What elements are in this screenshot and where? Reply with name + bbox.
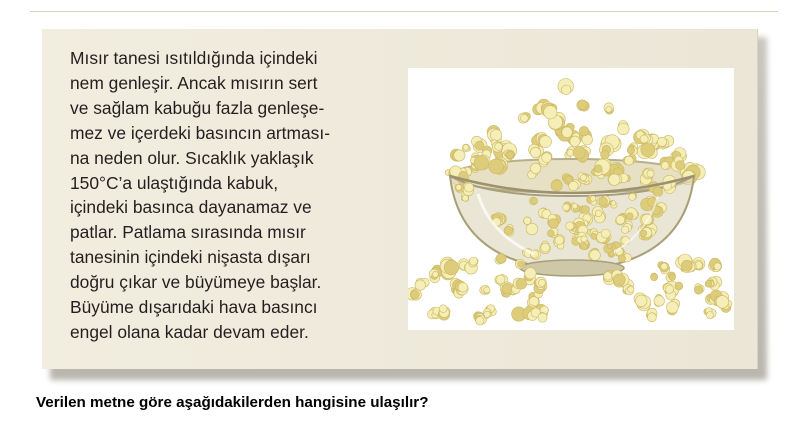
popcorn-kernel <box>646 308 657 322</box>
popcorn-kernel <box>534 277 546 288</box>
popcorn-kernel <box>541 102 557 119</box>
popcorn-kernel <box>627 143 638 156</box>
popcorn-kernel <box>415 278 429 290</box>
passage-line: patlar. Patlama sırasında mısır <box>70 222 306 243</box>
popcorn-kernel <box>676 254 693 271</box>
popcorn-kernel <box>579 126 592 145</box>
passage-line: 150°C’a ulaştığında kabuk, <box>70 172 279 193</box>
popcorn-kernel <box>518 112 530 123</box>
popcorn-kernel <box>474 155 490 170</box>
popcorn-kernel <box>658 262 670 275</box>
passage-line: na neden olur. Sıcaklık yaklaşık <box>70 147 314 168</box>
popcorn-kernel <box>634 293 651 311</box>
popcorn-kernel <box>512 278 527 294</box>
popcorn-kernel <box>529 197 537 205</box>
passage-line: engel olana kadar devam eder. <box>70 321 309 342</box>
popcorn-kernel <box>462 144 470 152</box>
passage-line: içindeki basınca dayanamaz ve <box>70 197 312 218</box>
popcorn-kernel <box>438 305 450 320</box>
popcorn-kernel <box>705 279 714 288</box>
popcorn-kernel <box>455 184 464 193</box>
popcorn-kernel <box>620 236 630 244</box>
popcorn-kernel <box>604 103 614 114</box>
popcorn-photo <box>408 68 734 330</box>
popcorn-kernel <box>483 309 491 319</box>
popcorn-kernel <box>618 254 631 263</box>
popcorn-kernel <box>480 285 490 294</box>
popcorn-kernel <box>651 273 658 281</box>
popcorn-kernel <box>600 143 614 159</box>
question-text: Verilen metne göre aşağıdakilerden hangisine ulaşılır? <box>36 394 429 411</box>
passage-line: Büyüme dışarıdaki hava basıncı <box>70 297 318 318</box>
popcorn-kernel <box>577 100 589 111</box>
popcorn-kernel <box>558 79 574 95</box>
passage-line: Mısır tanesi ısıtıldığında içindeki <box>70 48 318 68</box>
popcorn-kernel <box>450 149 465 161</box>
popcorn-kernel <box>489 157 508 174</box>
popcorn-kernel <box>523 217 531 225</box>
popcorn-kernel <box>618 121 630 135</box>
popcorn-kernel <box>579 206 589 214</box>
popcorn-bowl-icon <box>408 68 734 330</box>
popcorn-kernel <box>463 183 474 196</box>
popcorn-kernel <box>515 259 525 269</box>
passage-line: nem genleşir. Ancak mısırın sert <box>70 72 318 93</box>
passage-text <box>70 46 410 345</box>
popcorn-kernel <box>710 290 728 308</box>
passage-line: mez ve içerdeki basıncın artması- <box>70 122 330 143</box>
passage-line: tanesinin içindeki nişasta dışarı <box>70 247 311 268</box>
popcorn-kernel <box>708 258 721 272</box>
popcorn-kernel <box>694 284 704 295</box>
top-divider <box>30 11 778 12</box>
popcorn-kernel <box>551 179 562 191</box>
popcorn-kernel <box>440 259 459 280</box>
passage-line: ve sağlam kabuğu fazla genleşe- <box>70 97 325 118</box>
popcorn-kernel <box>654 294 665 306</box>
popcorn-kernel <box>455 281 468 295</box>
popcorn-kernel <box>667 299 680 315</box>
popcorn-kernel <box>704 308 716 319</box>
popcorn-kernel <box>675 282 683 290</box>
passage-line: doğru çıkar ve büyümeye başlar. <box>70 272 322 293</box>
popcorn-kernel <box>429 269 440 283</box>
popcorn-kernel <box>612 270 629 287</box>
popcorn-kernel <box>495 254 506 265</box>
